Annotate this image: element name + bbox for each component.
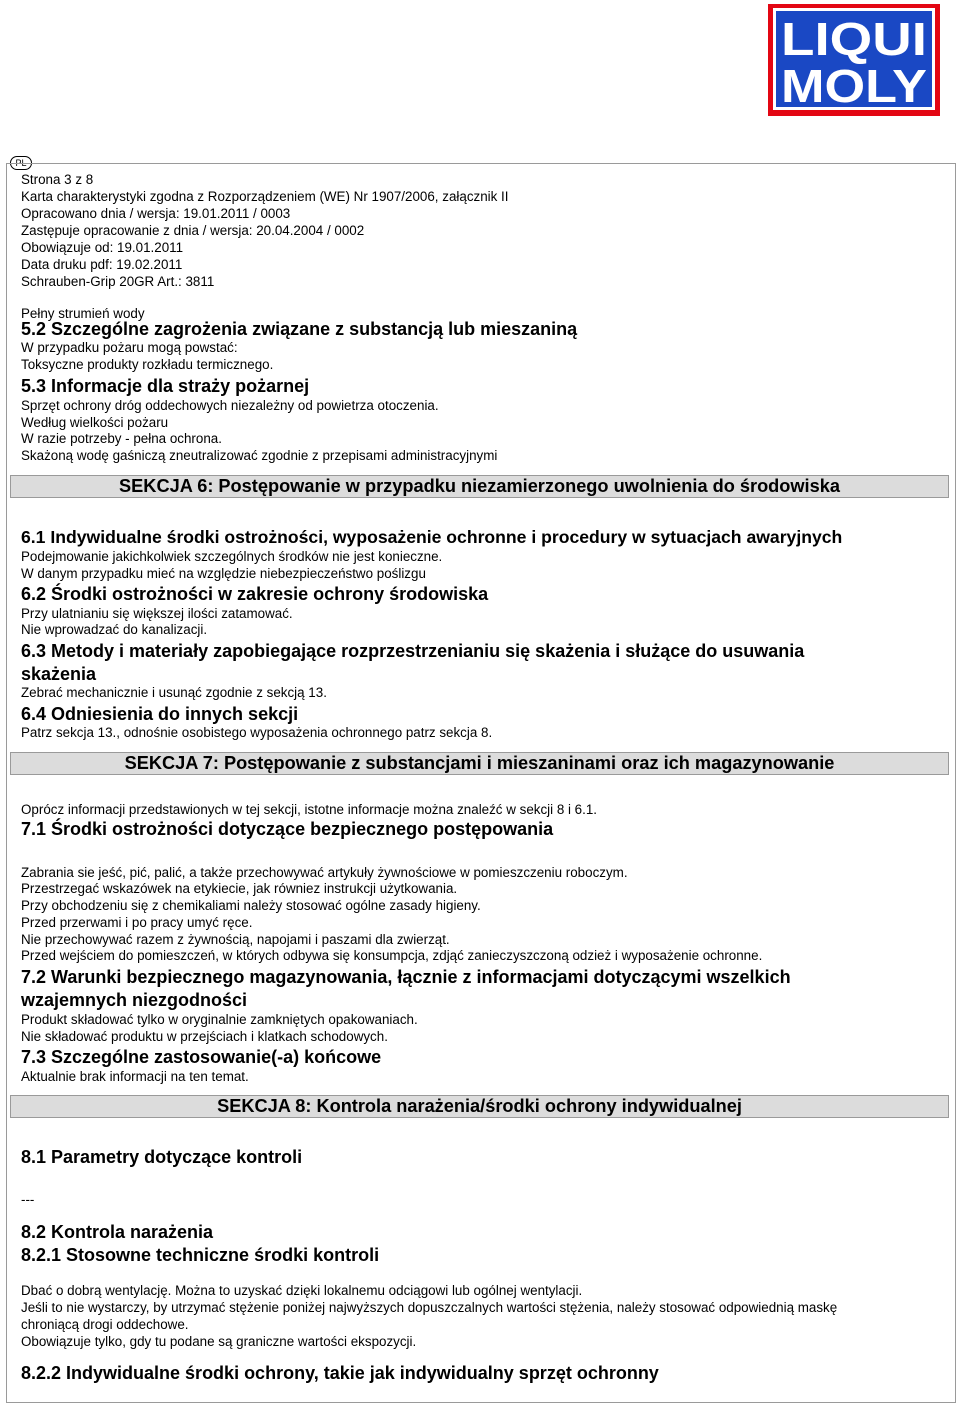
s62-line: Przy ulatnianiu się większej ilości zatamować. [21, 606, 293, 621]
logo-line-1: LIQUI [781, 13, 927, 65]
s71-line: Przy obchodzeniu się z chemikaliami należy stosować ogólne zasady higieny. [21, 898, 481, 913]
header-product: Schrauben-Grip 20GR Art.: 3811 [21, 274, 215, 289]
header-valid-from: Obowiązuje od: 19.01.2011 [21, 240, 184, 255]
heading-5-3: 5.3 Informacje dla straży pożarnej [21, 376, 310, 396]
heading-6-4: 6.4 Odniesienia do innych sekcji [21, 704, 299, 724]
s71-line: Zabrania sie jeść, pić, palić, a także przechowywać artykuły żywnościowe w pomieszczeniu roboczym. [21, 865, 628, 880]
heading-5-2: 5.2 Szczególne zagrożenia związane z substancją lub mieszaniną [21, 319, 578, 339]
s52-line: W przypadku pożaru mogą powstać: [21, 340, 238, 355]
s64-line: Patrz sekcja 13., odnośnie osobistego wyposażenia ochronnego patrz sekcja 8. [21, 725, 493, 740]
s53-line: Skażoną wodę gaśniczą zneutralizować zgodnie z przepisami administracyjnymi [21, 448, 498, 463]
heading-8-1: 8.1 Parametry dotyczące kontroli [21, 1147, 303, 1167]
s71-line: Przed przerwami i po pracy umyć ręce. [21, 915, 253, 930]
heading-8-2: 8.2 Kontrola narażenia [21, 1222, 214, 1242]
s52-line: Toksyczne produkty rozkładu termicznego. [21, 357, 274, 372]
s61-line: W danym przypadku mieć na względzie niebezpieczeństwo poślizgu [21, 566, 426, 581]
language-badge: PL [10, 156, 32, 170]
header-replaces: Zastępuje opracowanie z dnia / wersja: 20.04.2004 / 0002 [21, 223, 365, 238]
heading-7-3: 7.3 Szczególne zastosowanie(-a) końcowe [21, 1047, 382, 1067]
s821-line: chroniącą drogi oddechowe. [21, 1317, 189, 1332]
heading-7-2-cont: wzajemnych niezgodności [21, 990, 248, 1010]
logo-line-2: MOLY [781, 60, 927, 112]
s5-carry-line: Pełny strumień wody [21, 306, 145, 321]
section-7-title: SEKCJA 7: Postępowanie z substancjami i mieszaninami oraz ich magazynowanie [10, 752, 949, 775]
s63-line: Zebrać mechanicznie i usunąć zgodnie z sekcją 13. [21, 685, 327, 700]
heading-6-3: 6.3 Metody i materiały zapobiegające rozprzestrzenianiu się skażenia i służące do usuwania [21, 641, 805, 661]
s81-dash: --- [21, 1192, 35, 1207]
s53-line: Sprzęt ochrony dróg oddechowych niezależny od powietrza otoczenia. [21, 398, 439, 413]
s61-line: Podejmowanie jakichkolwiek szczególnych środków nie jest konieczne. [21, 549, 443, 564]
s73-line: Aktualnie brak informacji na ten temat. [21, 1069, 249, 1084]
section-8-title: SEKCJA 8: Kontrola narażenia/środki ochrony indywidualnej [10, 1095, 949, 1118]
s53-line: W razie potrzeby - pełna ochrona. [21, 431, 222, 446]
s71-line: Przestrzegać wskazówek na etykiecie, jak równiez instrukcji użytkowania. [21, 881, 458, 896]
s72-line: Nie składować produktu w przejściach i klatkach schodowych. [21, 1029, 388, 1044]
heading-6-3-cont: skażenia [21, 664, 97, 684]
heading-6-1: 6.1 Indywidualne środki ostrożności, wyposażenie ochronne i procedury w sytuacjach awaryjnych [21, 527, 843, 547]
header-doc-title: Karta charakterystyki zgodna z Rozporządzeniem (WE) Nr 1907/2006, załącznik II [21, 189, 509, 204]
s62-line: Nie wprowadzać do kanalizacji. [21, 622, 208, 637]
heading-7-2: 7.2 Warunki bezpiecznego magazynowania, łącznie z informacjami dotyczącymi wszelkich [21, 967, 791, 987]
heading-7-1: 7.1 Środki ostrożności dotyczące bezpiecznego postępowania [21, 819, 554, 839]
heading-6-2: 6.2 Środki ostrożności w zakresie ochrony środowiska [21, 584, 489, 604]
liqui-moly-logo [766, 2, 942, 118]
s72-line: Produkt składować tylko w oryginalnie zamkniętych opakowaniach. [21, 1012, 418, 1027]
header-version: Opracowano dnia / wersja: 19.01.2011 / 0003 [21, 206, 291, 221]
s71-line: Nie przechowywać razem z żywnością, napojami i paszami dla zwierząt. [21, 932, 450, 947]
heading-8-2-2: 8.2.2 Indywidualne środki ochrony, takie jak indywidualny sprzęt ochronny [21, 1363, 659, 1383]
s53-line: Według wielkości pożaru [21, 415, 169, 430]
s821-line: Dbać o dobrą wentylację. Można to uzyskać dzięki lokalnemu odciągowi lub ogólnej wentylacji. [21, 1283, 583, 1298]
header-page-number: Strona 3 z 8 [21, 172, 94, 187]
header-print-date: Data druku pdf: 19.02.2011 [21, 257, 183, 272]
heading-8-2-1: 8.2.1 Stosowne techniczne środki kontroli [21, 1245, 380, 1265]
s71-line: Przed wejściem do pomieszczeń, w których odbywa się konsumpcja, zdjąć zanieczyszczoną odzież i wyposażenie ochronne. [21, 948, 763, 963]
section-6-title: SEKCJA 6: Postępowanie w przypadku niezamierzonego uwolnienia do środowiska [10, 475, 949, 498]
s821-line: Jeśli to nie wystarczy, by utrzymać stężenie poniżej najwyższych dopuszczalnych wartości stężenia, należy stosować odpowiednią maskę [21, 1300, 838, 1315]
s821-line: Obowiązuje tylko, gdy tu podane są graniczne wartości ekspozycji. [21, 1334, 417, 1349]
s7-intro: Oprócz informacji przedstawionych w tej sekcji, istotne informacje można znaleźć w sekcji 8 i 6.1. [21, 802, 598, 817]
